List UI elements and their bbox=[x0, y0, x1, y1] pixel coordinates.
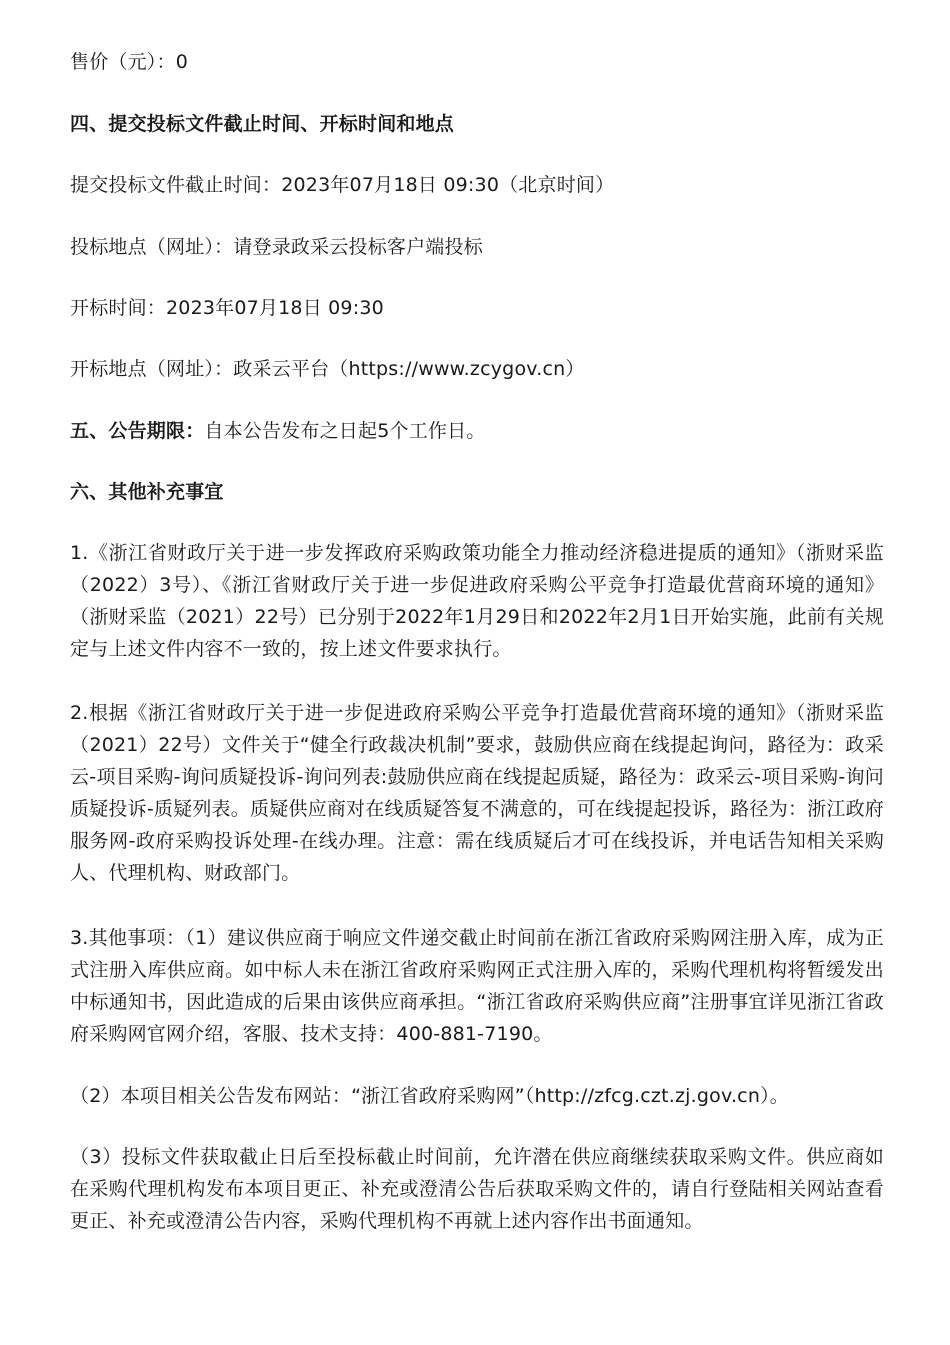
section5-text: 自本公告发布之日起5个工作日。 bbox=[204, 420, 486, 442]
bid-location-line: 投标地点（网址）：请登录政采云投标客户端投标 bbox=[70, 236, 483, 258]
opening-location-line: 开标地点（网址）：政采云平台（https://www.zcygov.cn） bbox=[70, 358, 585, 380]
supplement-item-3-2: （2）本项目相关公告发布网站：“浙江省政府采购网”（http://zfcg.czt.zj.gov.cn）。 bbox=[70, 1085, 789, 1107]
section5-line bbox=[70, 415, 486, 447]
supplement-item-2: 2.根据《浙江省财政厅关于进一步促进政府采购公平竞争打造最优营商环境的通知》（浙财采监（2021）22号）文件关于“健全行政裁决机制”要求，鼓励供应商在线提起询问，路径为：政采云-项目采购-询问质疑投诉-询问列表:鼓励供应商在线提起质疑，路径为：政采云-项目采购-询问质疑投诉-质疑列表。质疑供应商对在线质疑答复不满意的，可在线提起投诉，路径为：浙江政府服务网-政府采购投诉处理-在线办理。注意：需在线质疑后才可在线投诉，并电话告知相关采购人、代理机构、财政部门。 bbox=[70, 702, 884, 884]
section6-heading: 六、其他补充事宜 bbox=[70, 481, 224, 503]
bid-deadline-line: 提交投标文件截止时间：2023年07月18日 09:30（北京时间） bbox=[70, 174, 615, 196]
supplement-item-3-3: （3）投标文件获取截止日后至投标截止时间前，允许潜在供应商继续获取采购文件。供应商如在采购代理机构发布本项目更正、补充或澄清公告后获取采购文件的，请自行登陆相关网站查看更正、补充或澄清公告内容，采购代理机构不再就上述内容作出书面通知。 bbox=[70, 1146, 884, 1232]
price-line: 售价（元）：0 bbox=[70, 51, 188, 73]
supplement-item-1: 1.《浙江省财政厅关于进一步发挥政府采购政策功能全力推动经济稳进提质的通知》（浙财采监（2022）3号）、《浙江省财政厅关于进一步促进政府采购公平竞争打造最优营商环境的通知》（浙财采监（2021）22号）已分别于2022年1月29日和2022年2月1日开始实施，此前有关规定与上述文件内容不一致的，按上述文件要求执行。 bbox=[70, 542, 884, 660]
opening-time-line: 开标时间：2023年07月18日 09:30 bbox=[70, 297, 384, 319]
supplement-item-3: 3.其他事项：（1）建议供应商于响应文件递交截止时间前在浙江省政府采购网注册入库，成为正式注册入库供应商。如中标人未在浙江省政府采购网正式注册入库的，采购代理机构将暂缓发出中标通知书，因此造成的后果由该供应商承担。“浙江省政府采购供应商”注册事宜详见浙江省政府采购网官网介绍，客服、技术支持：400-881-7190。 bbox=[70, 927, 884, 1045]
section5-heading: 五、公告期限： bbox=[70, 420, 205, 442]
section4-heading: 四、提交投标文件截止时间、开标时间和地点 bbox=[70, 113, 455, 135]
